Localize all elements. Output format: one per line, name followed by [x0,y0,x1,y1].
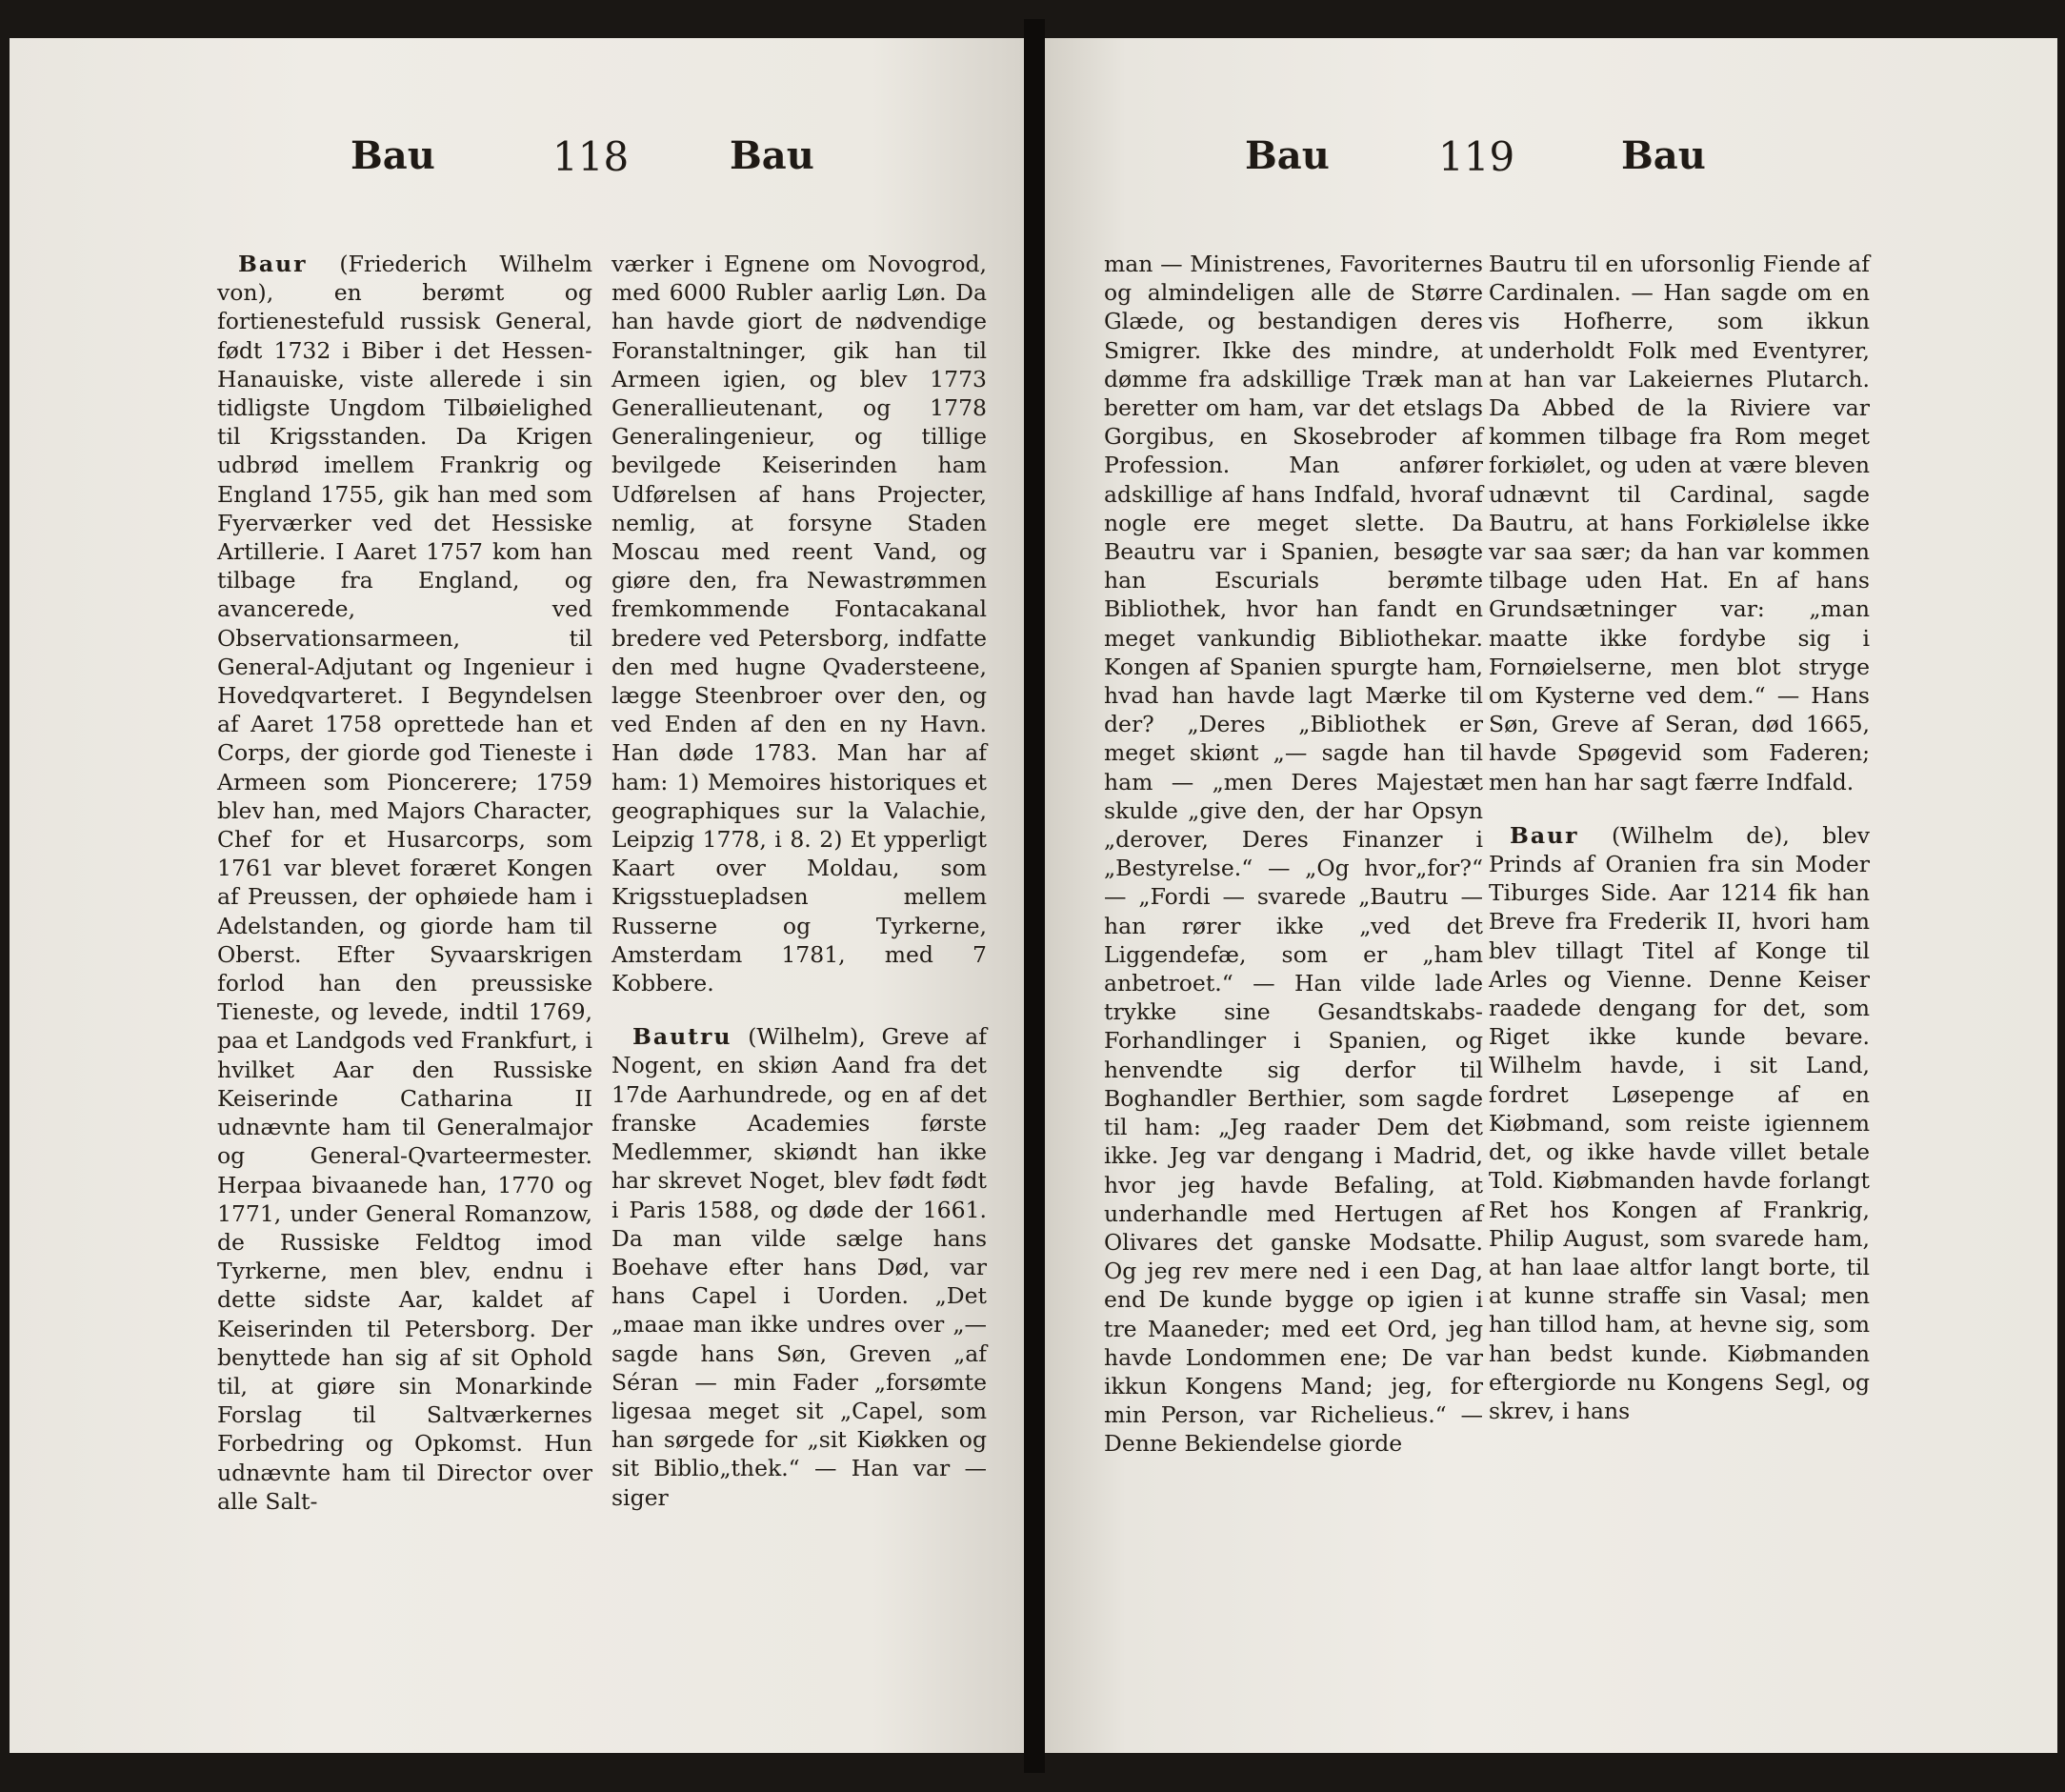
page-number: 119 [1438,133,1515,180]
entry-text: man — Ministrenes, Favoriternes og almindeligen alle de Større Glæde, og bestandigen deres Smigrer. Ikke des mindre, at dømme fra adskillige Træk man beretter om ham, var det etslags Gorgibus, en Skosebroder af Profession. Man anfører adskillige af hans Indfald, hvoraf nogle ere meget slette. Da Beautru var i Spanien, besøgte han Escurials berømte Bibliothek, hvor han fandt en meget vankundig Bibliothekar. Kongen af Spanien spurgte ham, hvad han havde lagt Mærke til der? „Deres „Bibliothek er meget skiønt „— sagde han til ham — „men Deres Majestæt skulde „give den, der har Opsyn „derover, Deres Finanzer i „Bestyrelse.“ — „Og hvor„for?“ — „Fordi — svarede „Bautru — han rører ikke „ved det Liggendefæ, som er „ham anbetroet.“ — Han vilde lade trykke sine Gesandtskabs-Forhandlinger i Spanien, og henvendte sig derfor til Boghandler Berthier, som sagde til ham: „Jeg raader Dem det ikke. Jeg var dengang i Madrid, hvor jeg havde Befaling, at underhandle med Hertugen af Olivares det ganske Modsatte. Og jeg rev mere ned i een Dag, end De kunde bygge op igien i tre Maaneder; med eet Ord, jeg havde Londommen ene; De var ikkun Kongens Mand; jeg, for min Person, var Richelieus.“ — Denne Bekiendelse giorde [1104,251,1483,1458]
entry-continuation [611,250,987,997]
text-column [1489,250,1870,1425]
entry-continuation [1489,250,1870,796]
text-column [217,250,592,1516]
entry-text: (Wilhelm), Greve af Nogent, en skiøn Aand fra det 17de Aarhundrede, og en af det franske Academies første Medlemmer, skiøndt han ikke har skrevet Noget, blev født født i Paris 1588, og døde der 1661. Da man vilde sælge hans Boehave efter hans Død, var hans Capel i Uorden. „Det „maae man ikke undres over „— sagde hans Søn, Greven „af Séran — min Fader „forsømte ligesaa meget sit „Capel, som han sørgede for „sit Kiøkken og sit Biblio„thek.“ — Han var — siger [611,1023,987,1511]
entry-text: værker i Egnene om Novogrod, med 6000 Rubler aarlig Løn. Da han havde giort de nødvendige Foranstaltninger, gik han til Armeen igien, og blev 1773 Generallieutenant, og 1778 Generalingenieur, og tillige bevilgede Keiserinden ham Udførelsen af hans Projecter, nemlig, at forsyne Staden Moscau med reent Vand, og giøre den, fra Newastrømmen fremkommende Fontacakanal bredere ved Petersborg, indfatte den med hugne Qvadersteene, lægge Steenbroer over den, og ved Enden af den en ny Havn. Han døde 1783. Man har af ham: 1) Memoires historiques et geographiques sur la Valachie, Leipzig 1778, i 8. 2) Et ypperligt Kaart over Moldau, som Krigsstuepladsen mellem Russerne og Tyrkerne, Amsterdam 1781, med 7 Kobbere. [611,251,987,997]
right-page [1045,38,2057,1753]
running-headword-left: Bau [351,133,435,178]
running-headword-right: Bau [1621,133,1706,178]
dictionary-entry [611,1022,987,1511]
entry-continuation [1104,250,1483,1459]
entry-text: Bautru til en uforsonlig Fiende af Cardinalen. — Han sagde om en vis Hofherre, som ikkun underholdt Folk med Eventyrer, at han var Lakeiernes Plutarch. Da Abbed de la Riviere var kommen tilbage fra Rom meget forkiølet, og uden at være bleven udnævnt til Cardinal, sagde Bautru, at hans Forkiølelse ikke var saa sær; da han var kommen tilbage uden Hat. En af hans Grundsætninger var: „man maatte ikke fordybe sig i Fornøielserne, men blot stryge om Kysterne ved dem.“ — Hans Søn, Greve af Seran, død 1665, havde Spøgevid som Faderen; men han har sagt færre Indfald. [1489,251,1870,795]
entry-lemma: Bautru [632,1023,732,1051]
dictionary-entry [217,250,592,1516]
left-page [10,38,1024,1753]
page-number: 118 [552,133,630,180]
running-headword-left: Bau [1245,133,1330,178]
book-gutter [1024,19,1045,1773]
text-column [1104,250,1483,1459]
running-headword-right: Bau [730,133,814,178]
text-column [611,250,987,1512]
dictionary-entry [1489,821,1870,1425]
running-header [10,133,1024,219]
entry-text: (Wilhelm de), blev Prinds af Oranien fra sin Moder Tiburges Side. Aar 1214 fik han Breve fra Frederik II, hvori ham blev tillagt Titel af Konge til Arles og Vienne. Denne Keiser raadede dengang for det, som Riget ikke kunde bevare. Wilhelm havde, i sit Land, fordret Løsepenge af en Kiøbmand, som reiste igiennem det, og ikke havde villet betale Told. Kiøbmanden havde forlangt Ret hos Kongen af Frankrig, Philip August, som svarede ham, at han laae altfor langt borte, til at kunne straffe sin Vasal; men han tillod ham, at hevne sig, som han bedst kunde. Kiøbmanden eftergiorde nu Kongens Segl, og skrev, i hans [1489,821,1870,1424]
entry-lemma: Baur [1510,821,1579,849]
entry-text: (Friederich Wilhelm von), en berømt og fortienestefuld russisk General, født 1732 i Biber i det Hessen-Hanauiske, viste allerede i sin tidligste Ungdom Tilbøielighed til Krigsstanden. Da Krigen udbrød imellem Frankrig og England 1755, gik han med som Fyerværker ved det Hessiske Artillerie. I Aaret 1757 kom han tilbage fra England, og avancerede, ved Observationsarmeen, til General-Adjutant og Ingenieur i Hovedqvarteret. I Begyndelsen af Aaret 1758 oprettede han et Corps, der giorde god Tieneste i Armeen som Pioncerere; 1759 blev han, med Majors Character, Chef for et Husarcorps, som 1761 var blevet foræret Kongen af Preussen, der ophøiede ham i Adelstanden, og giorde ham til Oberst. Efter Syvaarskrigen forlod han den preussiske Tieneste, og levede, indtil 1769, paa et Landgods ved Frankfurt, i hvilket Aar den Russiske Keiserinde Catharina II udnævnte ham til Generalmajor og General-Qvarteermester. Herpaa bivaanede han, 1770 og 1771, under General Romanzow, de Russiske Feldtog imod Tyrkerne, men blev, endnu i dette sidste Aar, kaldet af Keiserinden til Petersborg. Der benyttede han sig af sit Ophold til, at giøre sin Monarkinde Forslag til Saltværkernes Forbedring og Opkomst. Hun udnævnte ham til Director over alle Salt- [217,251,592,1515]
entry-lemma: Baur [238,251,308,277]
running-header [1045,133,2057,219]
